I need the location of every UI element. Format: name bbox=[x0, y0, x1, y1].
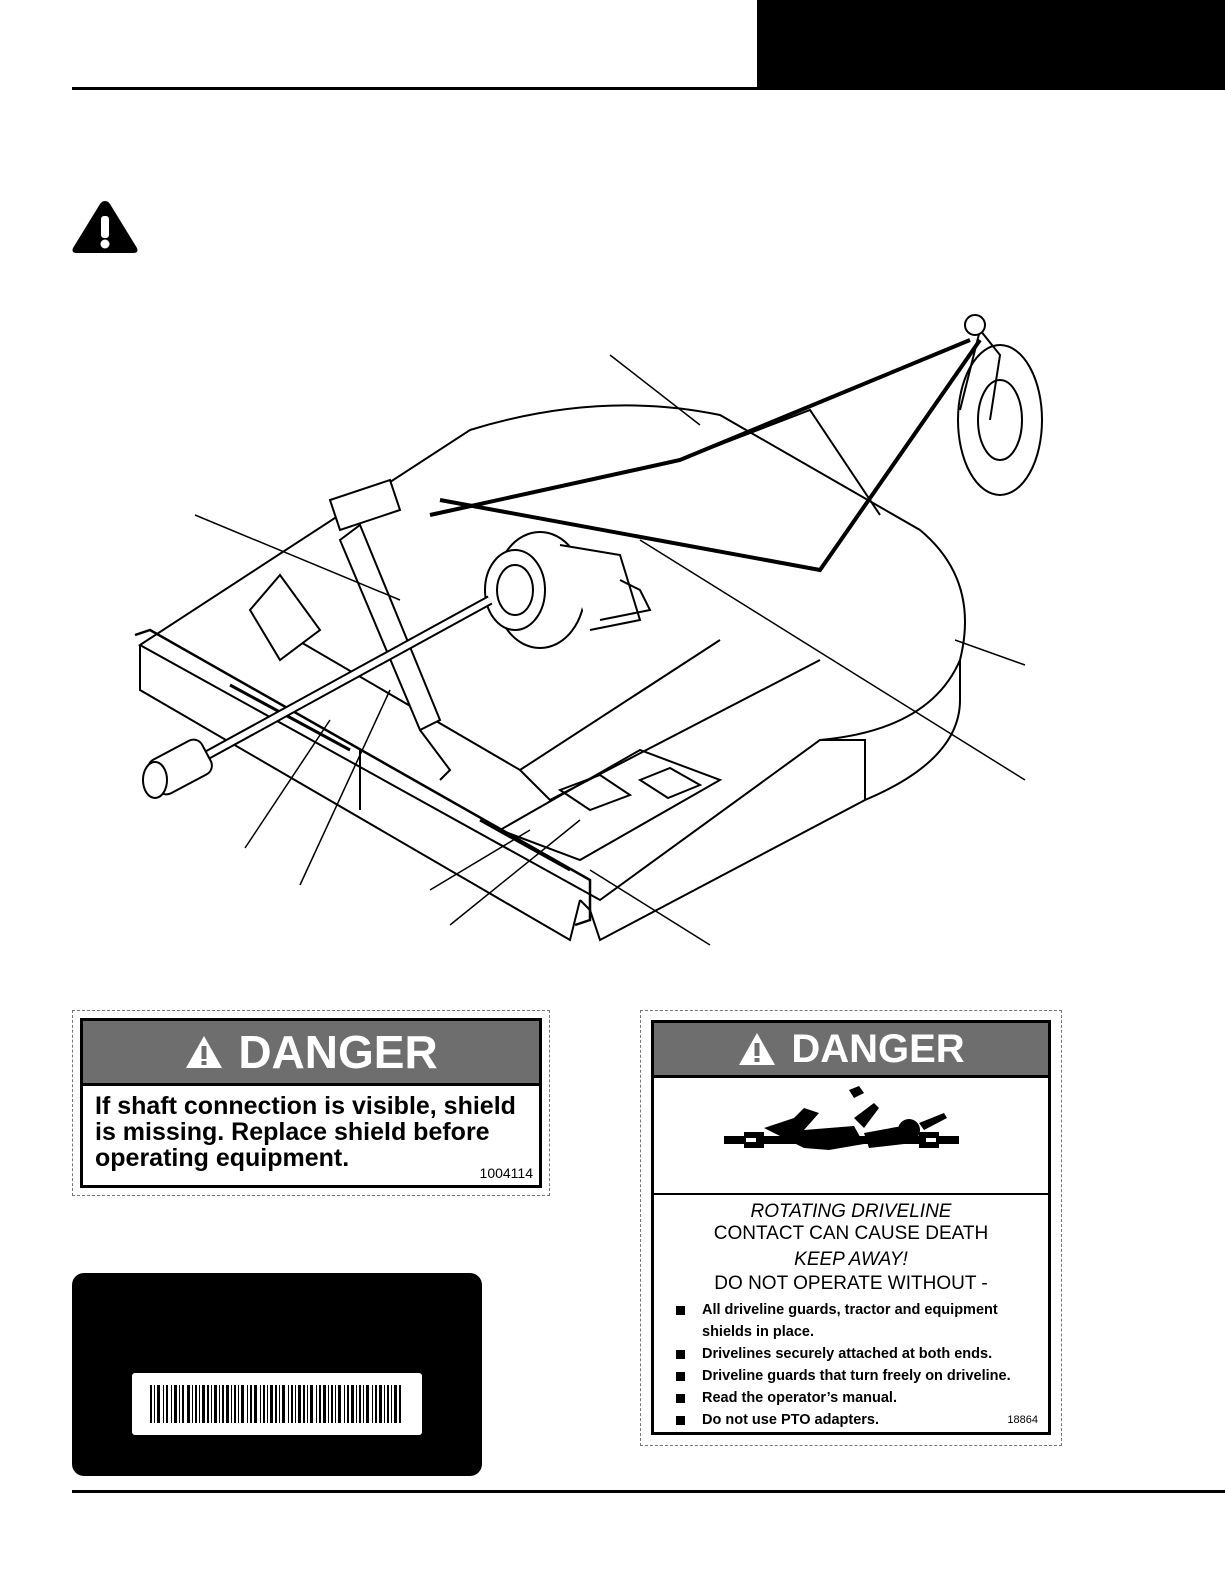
danger-decal-shield bbox=[80, 1018, 542, 1188]
list-item: Drivelines securely attached at both ends. bbox=[674, 1343, 1034, 1365]
decal-title: DO NOT OPERATE WITHOUT - bbox=[714, 1273, 988, 1294]
safety-alert-triangle-icon bbox=[70, 198, 140, 256]
serial-number-plate bbox=[72, 1273, 482, 1476]
decal-line: operating equipment. bbox=[95, 1144, 350, 1172]
list-item: Do not use PTO adapters. bbox=[674, 1409, 1034, 1431]
decal-line: If shaft connection is visible, shield bbox=[95, 1092, 516, 1120]
danger-label: DANGER bbox=[791, 1026, 965, 1071]
decal-bullets bbox=[674, 1299, 1034, 1431]
danger-header bbox=[83, 1021, 539, 1086]
decal-message bbox=[95, 1093, 535, 1171]
barcode-icon bbox=[132, 1373, 422, 1435]
danger-header bbox=[654, 1023, 1048, 1078]
header-tab bbox=[757, 0, 1225, 90]
barcode-label bbox=[132, 1373, 422, 1435]
driveline-entanglement-icon bbox=[654, 1078, 1048, 1195]
decal-line: is missing. Replace shield before bbox=[95, 1118, 490, 1146]
decal-title: ROTATING DRIVELINE bbox=[750, 1201, 952, 1222]
danger-decal-driveline bbox=[651, 1020, 1051, 1435]
danger-label: DANGER bbox=[238, 1026, 438, 1078]
safety-alert-icon bbox=[184, 1034, 224, 1070]
list-item: All driveline guards, tractor and equipment shields in place. bbox=[674, 1299, 1034, 1343]
footer-rule bbox=[72, 1490, 1225, 1493]
list-item: Read the operator’s manual. bbox=[674, 1387, 1034, 1409]
decal-title: KEEP AWAY! bbox=[794, 1249, 908, 1270]
decal-title: CONTACT CAN CAUSE DEATH bbox=[713, 1223, 989, 1244]
list-item: Driveline guards that turn freely on driveline. bbox=[674, 1365, 1034, 1387]
part-number: 18864 bbox=[1007, 1414, 1038, 1426]
safety-alert-icon bbox=[737, 1031, 777, 1067]
rotary-cutter-illustration bbox=[120, 300, 1120, 960]
part-number: 1004114 bbox=[479, 1165, 533, 1181]
